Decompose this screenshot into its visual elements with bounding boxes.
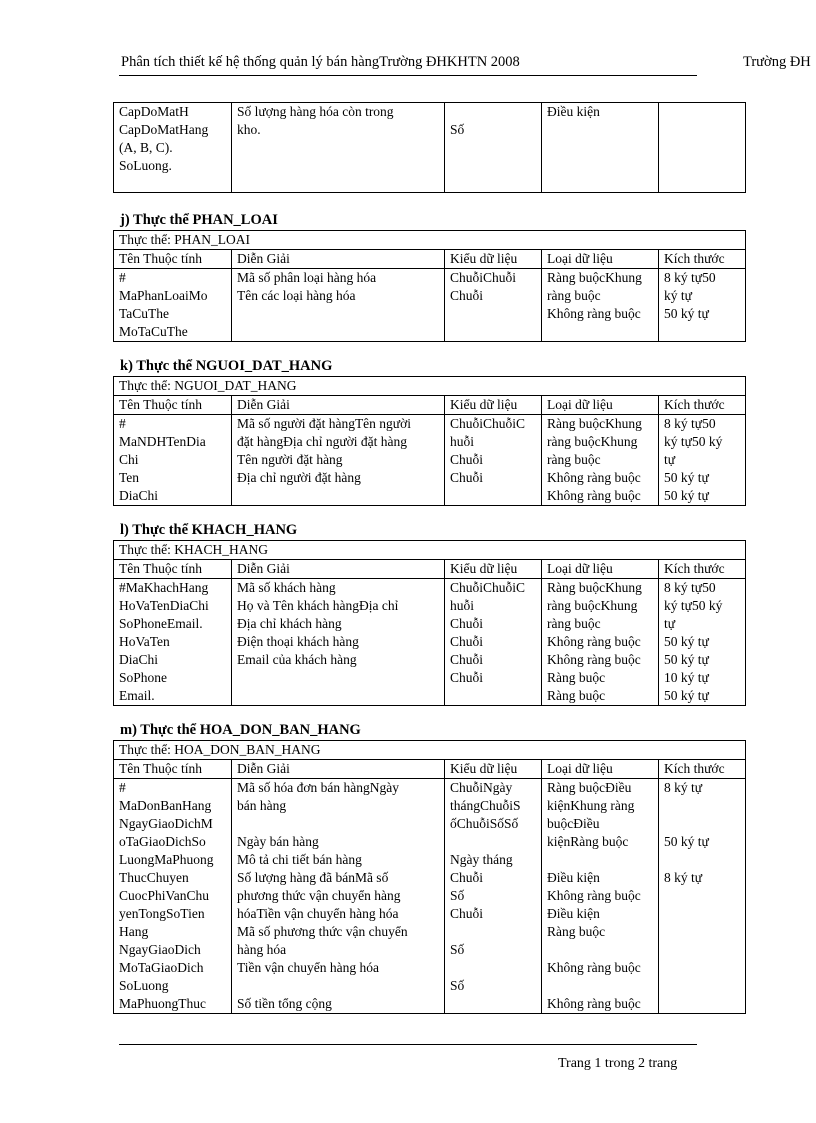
cell-line: Điều kiện xyxy=(547,104,600,119)
cell-line: Chi xyxy=(119,452,139,467)
cell-line: Địa chỉ khách hàng xyxy=(237,616,342,631)
attribute-cell xyxy=(114,415,232,506)
description-cell xyxy=(232,103,445,193)
cell-line: MaPhuongThuc xyxy=(119,996,206,1011)
cell-line: Mã số hóa đơn bán hàngNgày xyxy=(237,780,399,795)
cell-line: Ràng buộc xyxy=(547,670,606,685)
cell-line: Không ràng buộc xyxy=(547,888,641,903)
cell-line xyxy=(237,977,439,995)
cell-line: Điều kiện xyxy=(547,870,600,885)
cell-line: Số lượng hàng đã bánMã số xyxy=(237,870,389,885)
cell-line: Chuỗi xyxy=(450,670,484,685)
cell-line: MaPhanLoaiMo xyxy=(119,288,208,303)
cell-line: Không ràng buộc xyxy=(547,634,641,649)
header-size: Kích thước xyxy=(659,760,746,779)
cell-line xyxy=(664,815,740,833)
cell-line: tự xyxy=(664,452,676,467)
header-constraint-type: Loại dữ liệu xyxy=(542,396,659,415)
cell-line: Email của khách hàng xyxy=(237,652,357,667)
cell-line xyxy=(450,959,536,977)
cell-line: ràng buộcKhung xyxy=(547,598,638,613)
cell-line xyxy=(450,103,536,121)
cell-line: CapDoMatHang xyxy=(119,122,209,137)
cell-line: Chuỗi xyxy=(450,906,484,921)
cell-line: 8 ký tự xyxy=(664,780,703,795)
cell-line: Không ràng buộc xyxy=(547,960,641,975)
cell-line: Số xyxy=(450,888,465,903)
cell-line xyxy=(547,851,653,869)
header-attribute-name: Tên Thuộc tính xyxy=(114,560,232,579)
cell-line: Chuỗi xyxy=(450,870,484,885)
cell-line: ràng buộc xyxy=(547,452,601,467)
header-data-type: Kiểu dữ liệu xyxy=(445,396,542,415)
cell-line: Ràng buộcĐiều xyxy=(547,780,632,795)
data-type-cell xyxy=(445,415,542,506)
cell-line: Ngày bán hàng xyxy=(237,834,319,849)
header-size: Kích thước xyxy=(659,560,746,579)
constraint-cell xyxy=(542,103,659,193)
description-cell xyxy=(232,269,445,342)
cell-line: # xyxy=(119,780,126,795)
section-title-nguoi-dat-hang: k) Thực thể NGUOI_DAT_HANG xyxy=(120,358,333,374)
cell-line: ràng buộc xyxy=(547,616,601,631)
cell-line: 50 ký tự xyxy=(664,834,709,849)
cell-line: 8 ký tự50 xyxy=(664,270,716,285)
cell-line: NgayGiaoDich xyxy=(119,942,201,957)
cell-line: Không ràng buộc xyxy=(547,996,641,1011)
cell-line: Ten xyxy=(119,470,140,485)
cell-line: # xyxy=(119,416,126,431)
cell-line: ChuỗiNgày xyxy=(450,780,513,795)
cell-line: Mã số khách hàng xyxy=(237,580,336,595)
entity-name-row: Thực thể: KHACH_HANG xyxy=(114,541,746,560)
cell-line xyxy=(547,977,653,995)
constraint-cell xyxy=(542,269,659,342)
cell-line: LuongMaPhuong xyxy=(119,852,214,867)
description-cell xyxy=(232,579,445,706)
entity-table-hoa-don-ban-hang xyxy=(113,740,746,1014)
cell-line: Ràng buộcKhung xyxy=(547,580,642,595)
cell-line: Số xyxy=(450,122,465,137)
cell-line: thángChuỗiS xyxy=(450,798,521,813)
cell-line: 50 ký tự xyxy=(664,470,709,485)
cell-line xyxy=(450,923,536,941)
entity-table-khach-hang xyxy=(113,540,746,706)
header-data-type: Kiểu dữ liệu xyxy=(445,560,542,579)
cell-line: Không ràng buộc xyxy=(547,470,641,485)
cell-line: 10 ký tự xyxy=(664,670,709,685)
cell-line: SoLuong. xyxy=(119,158,172,173)
cell-line xyxy=(664,797,740,815)
data-type-cell xyxy=(445,779,542,1014)
cell-line: 50 ký tự xyxy=(664,688,709,703)
cell-line: MoTaCuThe xyxy=(119,324,188,339)
cell-line: ràng buộcKhung xyxy=(547,434,638,449)
cell-line: 50 ký tự xyxy=(664,652,709,667)
cell-line: phương thức vận chuyển hàng xyxy=(237,888,401,903)
cell-line: Tên người đặt hàng xyxy=(237,452,343,467)
continuation-table xyxy=(113,102,746,193)
description-cell xyxy=(232,415,445,506)
cell-line: tự xyxy=(664,616,676,631)
cell-line: Email. xyxy=(119,688,155,703)
cell-line: Tiền vận chuyển hàng hóa xyxy=(237,960,379,975)
cell-line: ký tự xyxy=(664,288,692,303)
cell-line: ChuỗiChuỗi xyxy=(450,270,517,285)
entity-table-nguoi-dat-hang xyxy=(113,376,746,506)
attribute-cell xyxy=(114,103,232,193)
cell-line: Ràng buộcKhung xyxy=(547,416,642,431)
header-description: Diễn Giải xyxy=(232,250,445,269)
cell-line: 50 ký tự xyxy=(664,306,709,321)
cell-line: DiaChi xyxy=(119,652,158,667)
header-data-type: Kiểu dữ liệu xyxy=(445,760,542,779)
cell-line: MaDonBanHang xyxy=(119,798,212,813)
data-type-cell xyxy=(445,579,542,706)
cell-line: Chuỗi xyxy=(450,452,484,467)
entity-name-row: Thực thể: NGUOI_DAT_HANG xyxy=(114,377,746,396)
cell-line: huỗi xyxy=(450,434,475,449)
cell-line: #MaKhachHang xyxy=(119,580,209,595)
cell-line: Chuỗi xyxy=(450,470,484,485)
cell-line: oTaGiaoDichSo xyxy=(119,834,206,849)
attribute-cell xyxy=(114,579,232,706)
cell-line: Hang xyxy=(119,924,149,939)
size-cell xyxy=(659,269,746,342)
cell-line: kiệnKhung ràng xyxy=(547,798,635,813)
cell-line: buộcĐiều xyxy=(547,816,600,831)
header-divider xyxy=(119,75,697,76)
header-constraint-type: Loại dữ liệu xyxy=(542,560,659,579)
cell-line: Không ràng buộc xyxy=(547,306,641,321)
constraint-cell xyxy=(542,779,659,1014)
header-constraint-type: Loại dữ liệu xyxy=(542,250,659,269)
cell-line: NgayGiaoDichM xyxy=(119,816,213,831)
cell-line: 8 ký tự xyxy=(664,870,703,885)
header-attribute-name: Tên Thuộc tính xyxy=(114,760,232,779)
cell-line: (A, B, C). xyxy=(119,140,173,155)
cell-line: Tên các loại hàng hóa xyxy=(237,288,356,303)
cell-line: ốChuỗiSốSố xyxy=(450,816,519,831)
cell-line: Không ràng buộc xyxy=(547,488,641,503)
cell-line: Mô tả chi tiết bán hàng xyxy=(237,852,362,867)
cell-line: yenTongSoTien xyxy=(119,906,205,921)
cell-line: huỗi xyxy=(450,598,475,613)
cell-line: Số xyxy=(450,978,465,993)
cell-line: Chuỗi xyxy=(450,288,484,303)
cell-line: bán hàng xyxy=(237,798,287,813)
cell-line xyxy=(237,815,439,833)
cell-line: ký tự50 ký xyxy=(664,598,723,613)
cell-line: Số lượng hàng hóa còn trong xyxy=(237,104,394,119)
cell-line: CapDoMatH xyxy=(119,104,189,119)
cell-line: hóaTiền vận chuyển hàng hóa xyxy=(237,906,399,921)
document-header-right: Trường ĐH xyxy=(743,54,811,70)
data-type-cell xyxy=(445,103,542,193)
constraint-cell xyxy=(542,579,659,706)
cell-line: 50 ký tự xyxy=(664,634,709,649)
description-cell xyxy=(232,779,445,1014)
entity-name-row: Thực thể: HOA_DON_BAN_HANG xyxy=(114,741,746,760)
cell-line: DiaChi xyxy=(119,488,158,503)
cell-line xyxy=(664,851,740,869)
cell-line: đặt hàngĐịa chỉ người đặt hàng xyxy=(237,434,408,449)
entity-table-phan-loai xyxy=(113,230,746,342)
cell-line: ràng buộc xyxy=(547,288,601,303)
cell-line: Chuỗi xyxy=(450,634,484,649)
header-data-type: Kiểu dữ liệu xyxy=(445,250,542,269)
constraint-cell xyxy=(542,415,659,506)
cell-line: Số tiền tổng cộng xyxy=(237,996,332,1011)
cell-line: hàng hóa xyxy=(237,942,287,957)
header-constraint-type: Loại dữ liệu xyxy=(542,760,659,779)
cell-line: Điện thoại khách hàng xyxy=(237,634,359,649)
cell-line xyxy=(547,941,653,959)
entity-name-row: Thực thể: PHAN_LOAI xyxy=(114,231,746,250)
section-title-phan-loai: j) Thực thể PHAN_LOAI xyxy=(120,212,278,228)
cell-line: Địa chỉ người đặt hàng xyxy=(237,470,361,485)
footer-divider xyxy=(119,1044,697,1045)
cell-line: HoVaTenDiaChi xyxy=(119,598,209,613)
section-title-hoa-don-ban-hang: m) Thực thể HOA_DON_BAN_HANG xyxy=(120,722,361,738)
cell-line: SoLuong xyxy=(119,978,169,993)
cell-line: kiệnRàng buộc xyxy=(547,834,629,849)
cell-line: SoPhoneEmail. xyxy=(119,616,203,631)
size-cell xyxy=(659,103,746,193)
cell-line: HoVaTen xyxy=(119,634,170,649)
section-title-khach-hang: l) Thực thể KHACH_HANG xyxy=(120,522,298,538)
cell-line: SoPhone xyxy=(119,670,168,685)
cell-line: 8 ký tự50 xyxy=(664,580,716,595)
header-description: Diễn Giải xyxy=(232,560,445,579)
cell-line: ChuỗiChuỗiC xyxy=(450,580,526,595)
attribute-cell xyxy=(114,779,232,1014)
attribute-cell xyxy=(114,269,232,342)
cell-line: kho. xyxy=(237,122,261,137)
cell-line: Số xyxy=(450,942,465,957)
cell-line: Mã số người đặt hàngTên người xyxy=(237,416,412,431)
cell-line: Điều kiện xyxy=(547,906,600,921)
header-size: Kích thước xyxy=(659,250,746,269)
cell-line: Ràng buộc xyxy=(547,924,606,939)
cell-line: 8 ký tự50 xyxy=(664,416,716,431)
cell-line: Mã số phương thức vận chuyển xyxy=(237,924,408,939)
cell-line xyxy=(450,995,536,1013)
header-description: Diễn Giải xyxy=(232,396,445,415)
cell-line: Họ và Tên khách hàngĐịa chỉ xyxy=(237,598,399,613)
size-cell xyxy=(659,579,746,706)
cell-line: MoTaGiaoDich xyxy=(119,960,204,975)
cell-line: Ràng buộcKhung xyxy=(547,270,642,285)
cell-line: Mã số phân loại hàng hóa xyxy=(237,270,377,285)
cell-line: MaNDHTenDia xyxy=(119,434,206,449)
cell-line: TaCuThe xyxy=(119,306,170,321)
cell-line: ThucChuyen xyxy=(119,870,189,885)
cell-line: CuocPhiVanChu xyxy=(119,888,210,903)
cell-line: Ràng buộc xyxy=(547,688,606,703)
document-header-title: Phân tích thiết kế hệ thống quản lý bán hàngTrường ĐHKHTN 2008 xyxy=(121,54,520,70)
cell-line: Ngày tháng xyxy=(450,852,513,867)
cell-line: ký tự50 ký xyxy=(664,434,723,449)
header-attribute-name: Tên Thuộc tính xyxy=(114,396,232,415)
cell-line: Chuỗi xyxy=(450,616,484,631)
header-description: Diễn Giải xyxy=(232,760,445,779)
cell-line: 50 ký tự xyxy=(664,488,709,503)
cell-line: # xyxy=(119,270,126,285)
cell-line: Chuỗi xyxy=(450,652,484,667)
cell-line: Không ràng buộc xyxy=(547,652,641,667)
size-cell xyxy=(659,779,746,1014)
cell-line: ChuỗiChuỗiC xyxy=(450,416,526,431)
cell-line xyxy=(450,833,536,851)
size-cell xyxy=(659,415,746,506)
data-type-cell xyxy=(445,269,542,342)
header-size: Kích thước xyxy=(659,396,746,415)
header-attribute-name: Tên Thuộc tính xyxy=(114,250,232,269)
page-number: Trang 1 trong 2 trang xyxy=(558,1056,678,1071)
